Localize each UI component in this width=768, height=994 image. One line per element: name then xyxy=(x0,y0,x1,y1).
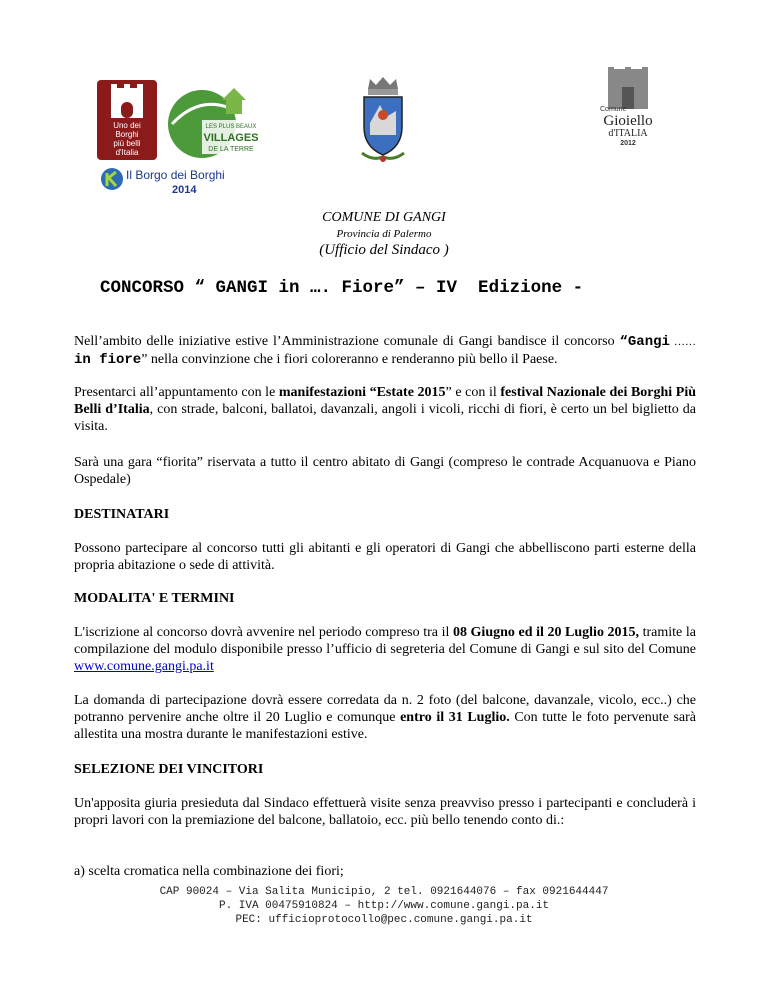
intro-paragraph-1: Nell’ambito delle iniziative estive l’Amministrazione comunale di Gangi bandisce il concorso “Gangi ……in fiore” nella convinzione che i fiori coloreranno e renderanno più bello il Paese. xyxy=(74,334,697,368)
gioiello-title: Gioiello xyxy=(603,113,653,129)
logo-bar xyxy=(0,0,768,200)
borghi-logo-line-3: più belli xyxy=(113,139,141,148)
coat-of-arms-icon xyxy=(356,75,411,165)
document-title: CONCORSO “ GANGI in …. Fiore” – IV Edizione - xyxy=(100,278,584,298)
modalita-paragraph-1: L'iscrizione al concorso dovrà avvenire nel periodo compreso tra il 08 Giugno ed il 20 Luglio 2015, tramite la compilazione del modulo disponibile presso l’ufficio di segreteria del Comune di Gangi e sul sito del Comune www.comune.gangi.pa.it xyxy=(74,625,696,674)
villages-logo-line-3: DE LA TERRE xyxy=(208,146,254,153)
borgo-logo-name: Il Borgo dei Borghi xyxy=(126,168,225,182)
gioiello-comune: Comune xyxy=(600,106,627,113)
selezione-item-a: a) scelta cromatica nella combinazione dei fiori; xyxy=(74,864,344,879)
borghi-logo-line-2: Borghi xyxy=(115,130,139,139)
selezione-heading: SELEZIONE DEI VINCITORI xyxy=(74,762,264,777)
villages-logo-line-2: VILLAGES xyxy=(203,132,259,144)
footer-address: CAP 90024 – Via Salita Municipio, 2 tel. 0921644076 – fax 0921644447 xyxy=(159,886,609,898)
footer xyxy=(0,885,768,927)
modalita-heading: MODALITA' E TERMINI xyxy=(74,591,235,606)
plus-beaux-villages-logo xyxy=(162,82,260,162)
ufficio-name: (Ufficio del Sindaco ) xyxy=(319,242,449,258)
gioiello-italia-logo xyxy=(592,67,664,149)
destinatari-text: Possono partecipare al concorso tutti gli abitanti e gli operatori di Gangi che abbelliscono parti esterne della propria abitazione o sede di attività. xyxy=(74,541,696,573)
provincia-name: Provincia di Palermo xyxy=(336,228,432,240)
borghi-logo-line-1: Uno dei xyxy=(113,121,141,130)
destinatari-heading: DESTINATARI xyxy=(74,507,170,522)
gioiello-subtitle: d'ITALIA xyxy=(608,128,648,139)
gangi-mono-text: “Gangi xyxy=(619,334,670,350)
comune-name: COMUNE DI GANGI xyxy=(322,210,446,225)
borgo-logo-year: 2014 xyxy=(172,184,197,196)
intro-paragraph-2: Presentarci all’appuntamento con le manifestazioni “Estate 2015” e con il festival Nazionale dei Borghi Più Belli d’Italia, con strade, balconi, ballatoi, davanzali, angoli i vicoli, ricchi di fiori, è certo un bel biglietto da visita. xyxy=(74,385,696,434)
intro-paragraph-3: Sarà una gara “fiorita” riservata a tutto il centro abitato di Gangi (compreso le contrade Acquanuova e Piano Ospedale) xyxy=(74,455,696,487)
borghi-logo-line-4: d'Italia xyxy=(115,148,139,157)
in-fiore-mono-text: in fiore xyxy=(74,352,142,368)
modalita-paragraph-2: La domanda di partecipazione dovrà essere corredata da n. 2 foto (del balcone, davanzale, vicolo, ecc..) che potranno pervenire anche oltre il 20 Luglio e comunque entro il 31 Luglio. Con tutte le foto pervenute sarà allestita una mostra durante le manifestazioni estive. xyxy=(74,693,697,742)
footer-piva: P. IVA 00475910824 – http://www.comune.gangi.pa.it xyxy=(218,900,550,912)
gioiello-year: 2012 xyxy=(620,140,636,147)
villages-logo-line-1: LES PLUS BEAUX xyxy=(205,124,257,130)
comune-website-link[interactable]: www.comune.gangi.pa.it xyxy=(74,659,214,674)
selezione-text: Un'apposita giuria presieduta dal Sindaco effettuerà visite senza preavviso presso i partecipanti e concluderà i propri lavori con la premiazione del balcone, ballatoio, ecc. più bello tenendo conto di.: xyxy=(74,796,696,828)
borgo-dei-borghi-logo xyxy=(100,165,240,197)
borghi-piu-belli-logo xyxy=(97,80,157,160)
footer-pec: PEC: ufficioprotocollo@pec.comune.gangi.pa.it xyxy=(235,914,533,926)
